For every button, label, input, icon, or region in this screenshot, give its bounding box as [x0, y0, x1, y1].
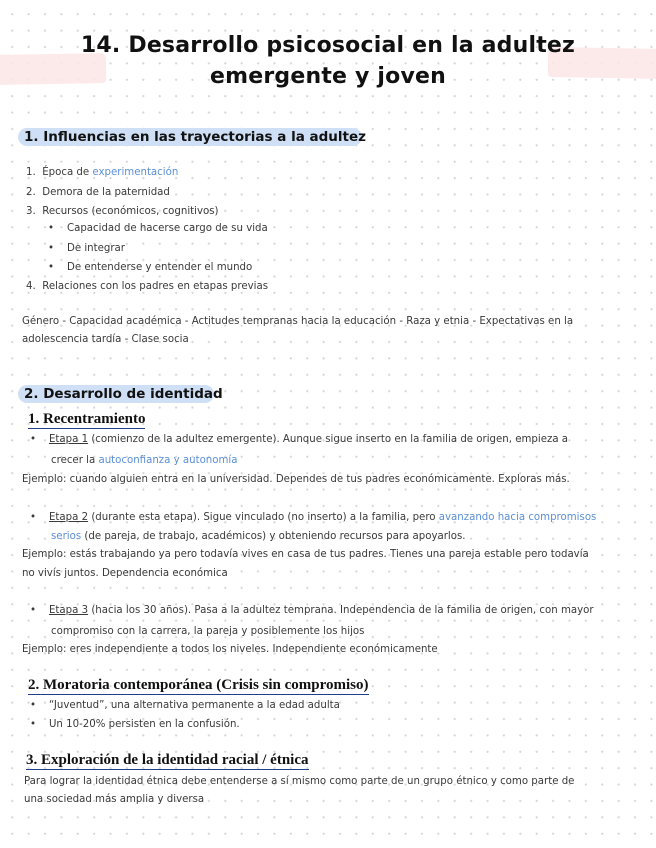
stage2-example: Ejemplo: estás trabajando ya pero todavía vives en casa de tus padres. Tienes una pareja estable pero todavía	[22, 549, 589, 560]
stage2-line1: • Etapa 2 (durante esta etapa). Sigue vinculado (no inserto) a la familia, pero avanzando hacia compromisos	[30, 512, 597, 523]
exploracion-text: Para lograr la identidad étnica debe entenderse a sí mismo como parte de un grupo étnico y como parte de	[24, 776, 575, 787]
exploracion-text: una sociedad más amplia y diversa	[24, 794, 205, 805]
sub-list-item: • De integrar	[48, 243, 125, 254]
page-title	[0, 30, 656, 92]
subsection-exploracion: 3. Exploración de la identidad racial / étnica	[26, 752, 309, 768]
list-item: 4. Relaciones con los padres en etapas previas	[26, 281, 269, 292]
section1-heading: 1. Influencias en las trayectorias a la adultez	[24, 129, 367, 145]
page-title-line2: emergente y joven	[209, 64, 447, 89]
subsection-moratoria: 2. Moratoria contemporánea (Crisis sin compromiso)	[28, 677, 369, 693]
stage1-line1: • Etapa 1 (comienzo de la adultez emergente). Aunque sigue inserto en la familia de origen, empieza a	[30, 434, 569, 445]
section2-heading: 2. Desarrollo de identidad	[24, 386, 223, 402]
stage2-example: no vivís juntos. Dependencia económica	[22, 568, 228, 579]
list-item: 1. Época de experimentación	[26, 167, 179, 178]
stage2-line2: serios (de pareja, de trabajo, académicos) y obteniendo recursos para apoyarlos.	[51, 531, 466, 542]
factors-line: adolescencia tardía - Clase socia	[22, 334, 189, 345]
subsection-recentramiento: 1. Recentramiento	[28, 411, 146, 427]
list-item: • Un 10-20% persisten en la confusión.	[30, 719, 240, 730]
stage1-example: Ejemplo: cuando alguien entra en la universidad. Dependes de tus padres económicamente. Exploras más.	[22, 474, 570, 485]
list-item: • “Juventud”, una alternativa permanente a la edad adulta	[30, 700, 340, 711]
list-item: 3. Recursos (económicos, cognitivos)	[26, 206, 219, 217]
stage1-line2: crecer la autoconfianza y autonomía	[51, 455, 238, 466]
sub-list-item: • Capacidad de hacerse cargo de su vida	[48, 223, 268, 234]
stage3-line1: • Etapa 3 (hacia los 30 años). Pasa a la adultez temprana. Independencia de la familia de origen, con mayor	[30, 605, 594, 616]
page-title-line1: 14. Desarrollo psicosocial en la adultez	[80, 33, 576, 58]
stage3-example: Ejemplo: eres independiente a todos los niveles. Independiente económicamente	[22, 644, 438, 655]
stage3-line2: compromiso con la carrera, la pareja y posiblemente los hijos	[51, 626, 365, 637]
factors-line: Género - Capacidad académica - Actitudes tempranas hacia la educación - Raza y etnia - Expectativas en la	[22, 316, 574, 327]
list-item: 2. Demora de la paternidad	[26, 187, 170, 198]
sub-list-item: • De entenderse y entender el mundo	[48, 262, 253, 273]
